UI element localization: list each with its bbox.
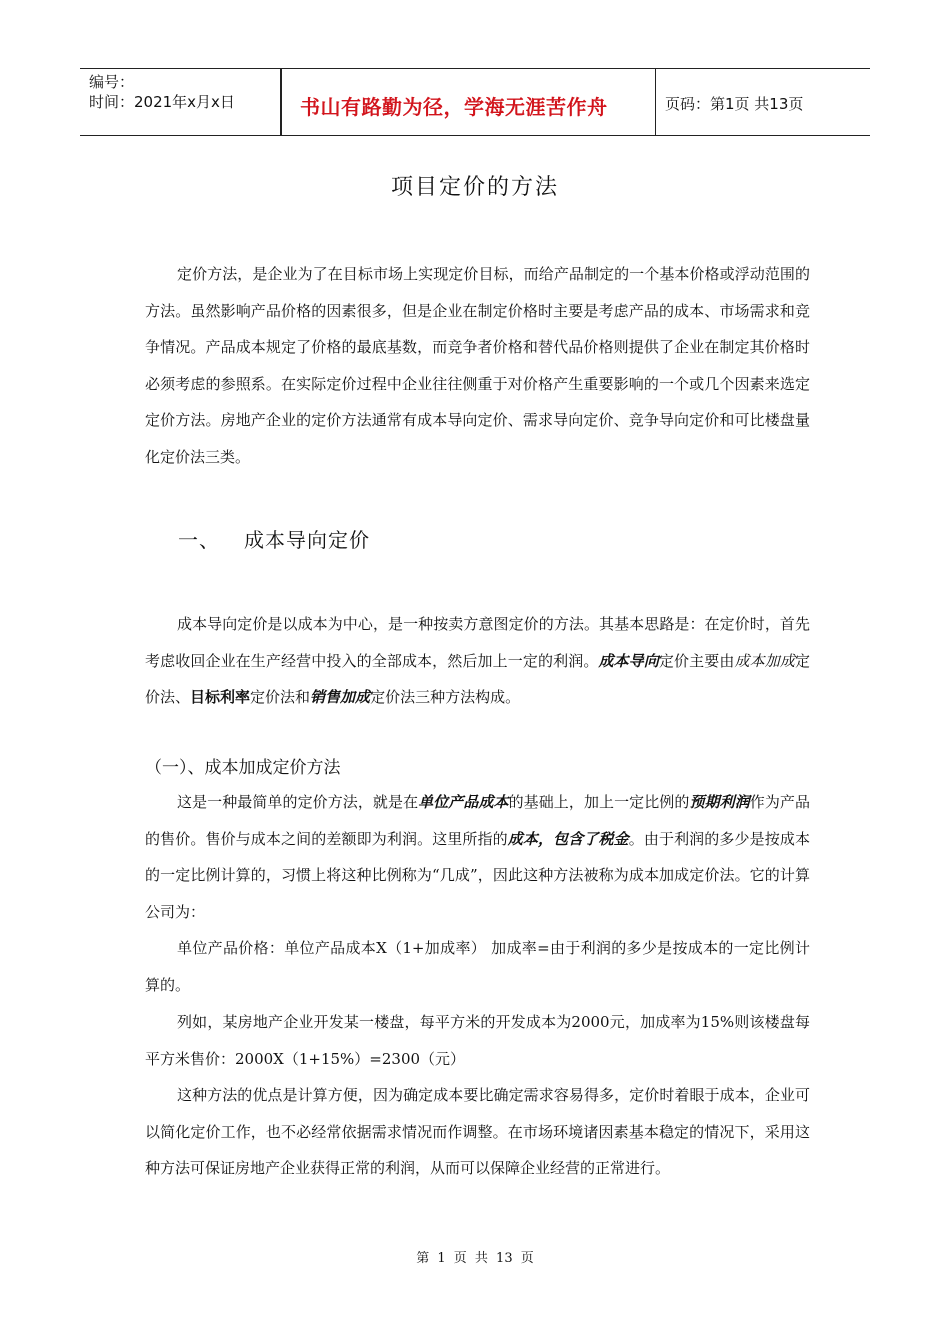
- emphasis-text: 成本，包含了税金: [507, 829, 629, 848]
- emphasis-text: 销售加成: [310, 688, 371, 707]
- text-run: 定价主要由: [658, 651, 735, 670]
- formula-paragraph: 单位产品价格：单位产品成本X（1+加成率） 加成率=由于利润的多少是按成本的一定比例计算的。: [145, 939, 810, 994]
- intro-paragraph: 定价方法，是企业为了在目标市场上实现定价目标，而给产品制定的一个基本价格或浮动范围的方法。虽然影响产品价格的因素很多，但是企业在制定价格时主要是考虑产品的成本、市场需求和竞争情况。产品成本规定了价格的最底基数，而竞争者价格和替代品价格则提供了企业在制定其价格时必须考虑的参照系。在实际定价过程中企业往往侧重于对价格产生重要影响的一个或几个因素来选定定价方法。房地产企业的定价方法通常有成本导向定价、需求导向定价、竞争导向定价和可比楼盘量化定价法三类。: [145, 265, 810, 466]
- header-meta: [89, 72, 235, 112]
- section-title: 成本导向定价: [244, 528, 370, 552]
- subsection-heading: （一）、成本加成定价方法: [145, 758, 341, 778]
- emphasis-text: 成本导向: [598, 651, 659, 670]
- section-number: 一、: [178, 528, 220, 552]
- text-run: 的基础上，加上一定比例的: [508, 793, 690, 811]
- text-run: 作为产品的售价。售价与成本之间的差额即为利润。这里所指的: [145, 793, 810, 848]
- doc-number-label: 编号：: [89, 73, 135, 91]
- header-divider: [655, 69, 656, 135]
- text-run: 成本导向定价是以成本为中心，是一种按卖方意图定价的方法。其基本思路是：在定价时，首先考虑收回企业在生产经营中投入的全部成本，然后加上一定的利润。: [145, 615, 810, 670]
- emphasis-text: 单位产品成本: [418, 793, 509, 811]
- advantage-paragraph: 这种方法的优点是计算方便，因为确定成本要比确定需求容易得多，定价时着眼于成本，企业可以简化定价工作，也不必经常依据需求情况而作调整。在市场环境诸因素基本稳定的情况下，采用这种方法可保证房地产企业获得正常的利润，从而可以保障企业经营的正常进行。: [145, 1086, 810, 1178]
- page-header: [80, 68, 870, 136]
- emphasis-text: 预期利润: [689, 793, 750, 811]
- text-run: 定价法和: [250, 688, 311, 707]
- doc-date-label: 时间：2021年x月x日: [89, 93, 235, 111]
- header-divider: [280, 69, 282, 135]
- subsection1-paragraph: [145, 784, 810, 930]
- text-run: 。由于利润的多少是按成本的一定比例计算的，习惯上将这种比例称为“几成”，因此这种方法被称为成本加成定价法。它的计算公司为：: [145, 829, 810, 921]
- document-title: 项目定价的方法: [390, 175, 559, 200]
- section-heading: [178, 524, 370, 553]
- example-paragraph: 列如，某房地产企业开发某一楼盘，每平方米的开发成本为2000元，加成率为15%则该楼盘每平方米售价：2000X（1+15%）=2300（元）: [145, 1013, 810, 1068]
- text-run: 定价法三种方法构成。: [370, 688, 521, 707]
- emphasis-text: 成本加成: [734, 651, 795, 670]
- emphasis-text: 目标利率: [190, 688, 251, 707]
- text-run: 定价法、: [145, 651, 810, 707]
- section1-paragraph: [145, 606, 810, 716]
- header-page-info: 页码：第1页 共13页: [665, 95, 804, 113]
- page-footer: 第 1 页 共 13 页: [416, 1251, 534, 1266]
- text-run: 这是一种最简单的定价方法，就是在: [177, 793, 419, 811]
- header-motto: 书山有路勤为径，学海无涯苦作舟: [300, 95, 608, 119]
